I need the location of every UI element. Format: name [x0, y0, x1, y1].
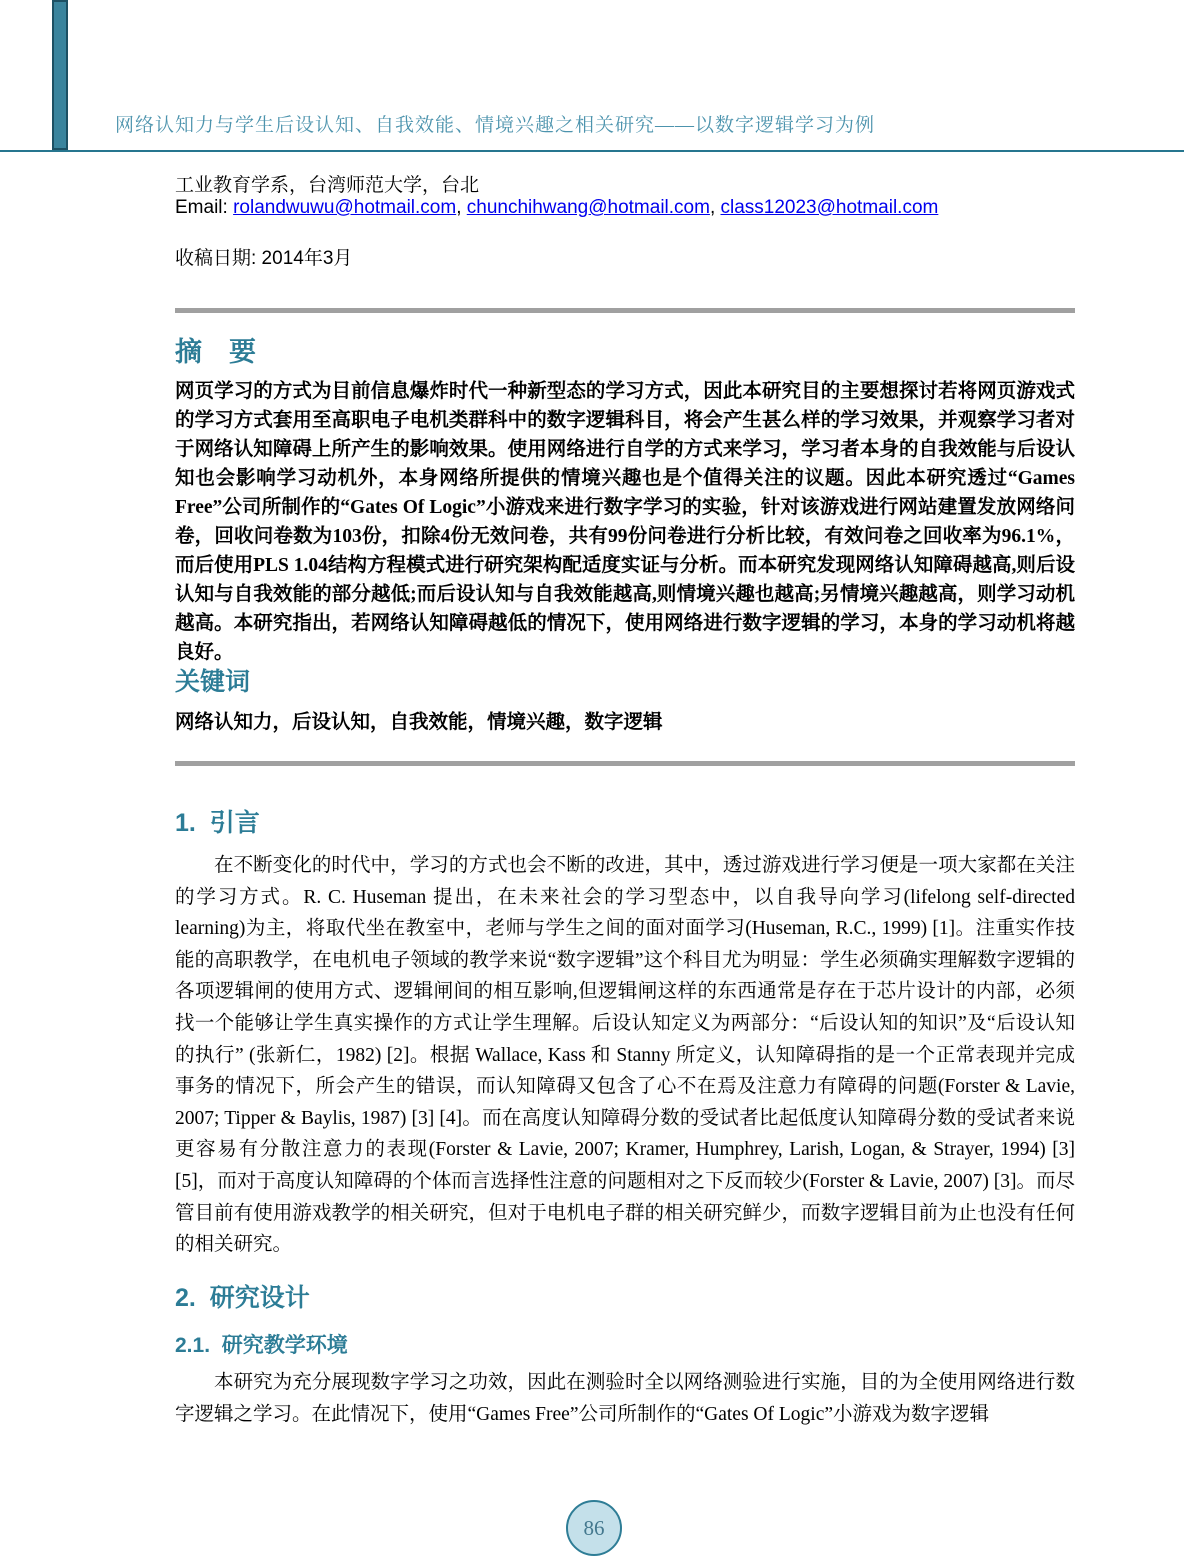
email-label: Email:	[175, 197, 234, 218]
header-rule	[0, 150, 1184, 152]
page-number-badge	[566, 1500, 622, 1556]
affiliation: 工业教育学系，台湾师范大学，台北	[175, 175, 480, 196]
divider-bar-top	[175, 308, 1075, 313]
email-separator: ,	[709, 197, 721, 218]
section-2-paragraph: 本研究为充分展现数字学习之功效，因此在测验时全以网络测验进行实施，目的为全使用网络进行数字逻辑之学习。在此情况下，使用“Games Free”公司所制作的“Gates Of Logic”小游戏为数字逻辑	[175, 1372, 1075, 1425]
email-link-2[interactable]: chunchihwang@hotmail.com	[466, 197, 710, 218]
email-separator: ,	[456, 197, 467, 218]
section-2-1-subheading: 2.1. 研究教学环境	[175, 1334, 348, 1357]
page-number: 86	[583, 1515, 605, 1540]
email-line	[175, 197, 938, 219]
abstract-heading: 摘 要	[175, 337, 256, 367]
keywords-text: 网络认知力，后设认知，自我效能，情境兴趣，数字逻辑	[175, 712, 663, 733]
email-link-1[interactable]: rolandwuwu@hotmail.com	[233, 197, 457, 218]
email-link-3[interactable]: class12023@hotmail.com	[720, 197, 939, 218]
decorative-side-bar	[52, 0, 68, 150]
keywords-heading: 关键词	[175, 668, 251, 696]
section-1-heading: 1. 引言	[175, 809, 260, 837]
abstract-text: 网页学习的方式为目前信息爆炸时代一种新型态的学习方式，因此本研究目的主要想探讨若将网页游戏式的学习方式套用至高职电子电机类群科中的数字逻辑科目，将会产生甚么样的学习效果，并观察学习者对于网络认知障碍上所产生的影响效果。使用网络进行自学的方式来学习，学习者本身的自我效能与后设认知也会影响学习动机外，本身网络所提供的情境兴趣也是个值得关注的议题。因此本研究透过“Games Free”公司所制作的“Gates Of Logic”小游戏来进行数字学习的实验，针对该游戏进行网站建置发放网络问卷，回收问卷数为103份，扣除4份无效问卷，共有99份问卷进行分析比较，有效问卷之回收率为96.1%，而后使用PLS 1.04结构方程模式进行研究架构配适度实证与分析。而本研究发现网络认知障碍越高,则后设认知与自我效能的部分越低;而后设认知与自我效能越高,则情境兴趣也越高;另情境兴趣越高，则学习动机越高。本研究指出，若网络认知障碍越低的情况下，使用网络进行数字逻辑的学习，本身的学习动机将越良好。	[175, 381, 1075, 663]
divider-bar-bottom	[175, 761, 1075, 766]
received-date: 收稿日期: 2014年3月	[175, 248, 353, 269]
section-1-paragraph: 在不断变化的时代中，学习的方式也会不断的改进，其中，透过游戏进行学习便是一项大家都在关注的学习方式。R. C. Huseman 提出，在未来社会的学习型态中，以自我导向学习(lifelong self-directed learning)为主，将取代坐在教室中，老师与学生之间的面对面学习(Huseman, R.C., 1999) [1]。注重实作技能的高职教学，在电机电子领域的教学来说“数字逻辑”这个科目尤为明显：学生必须确实理解数字逻辑的各项逻辑闸的使用方式、逻辑闸间的相互影响,但逻辑闸这样的东西通常是存在于芯片设计的内部，必须找一个能够让学生真实操作的方式让学生理解。后设认知定义为两部分：“后设认知的知识”及“后设认知的执行” (张新仁，1982) [2]。根据 Wallace, Kass 和 Stanny 所定义，认知障碍指的是一个正常表现并完成事务的情况下，所会产生的错误，而认知障碍又包含了心不在焉及注意力有障碍的问题(Forster & Lavie, 2007; Tipper & Baylis, 1987) [3] [4]。而在高度认知障碍分数的受试者比起低度认知障碍分数的受试者来说更容易有分散注意力的表现(Forster & Lavie, 2007; Kramer, Humphrey, Larish, Logan, & Strayer, 1994) [3] [5]，而对于高度认知障碍的个体而言选择性注意的问题相对之下反而较少(Forster & Lavie, 2007) [3]。而尽管目前有使用游戏教学的相关研究，但对于电机电子群的相关研究鲜少，而数字逻辑目前为止也没有任何的相关研究。	[175, 855, 1075, 1256]
section-2-heading: 2. 研究设计	[175, 1284, 310, 1312]
running-head-title: 网络认知力与学生后设认知、自我效能、情境兴趣之相关研究——以数字逻辑学习为例	[115, 115, 876, 136]
